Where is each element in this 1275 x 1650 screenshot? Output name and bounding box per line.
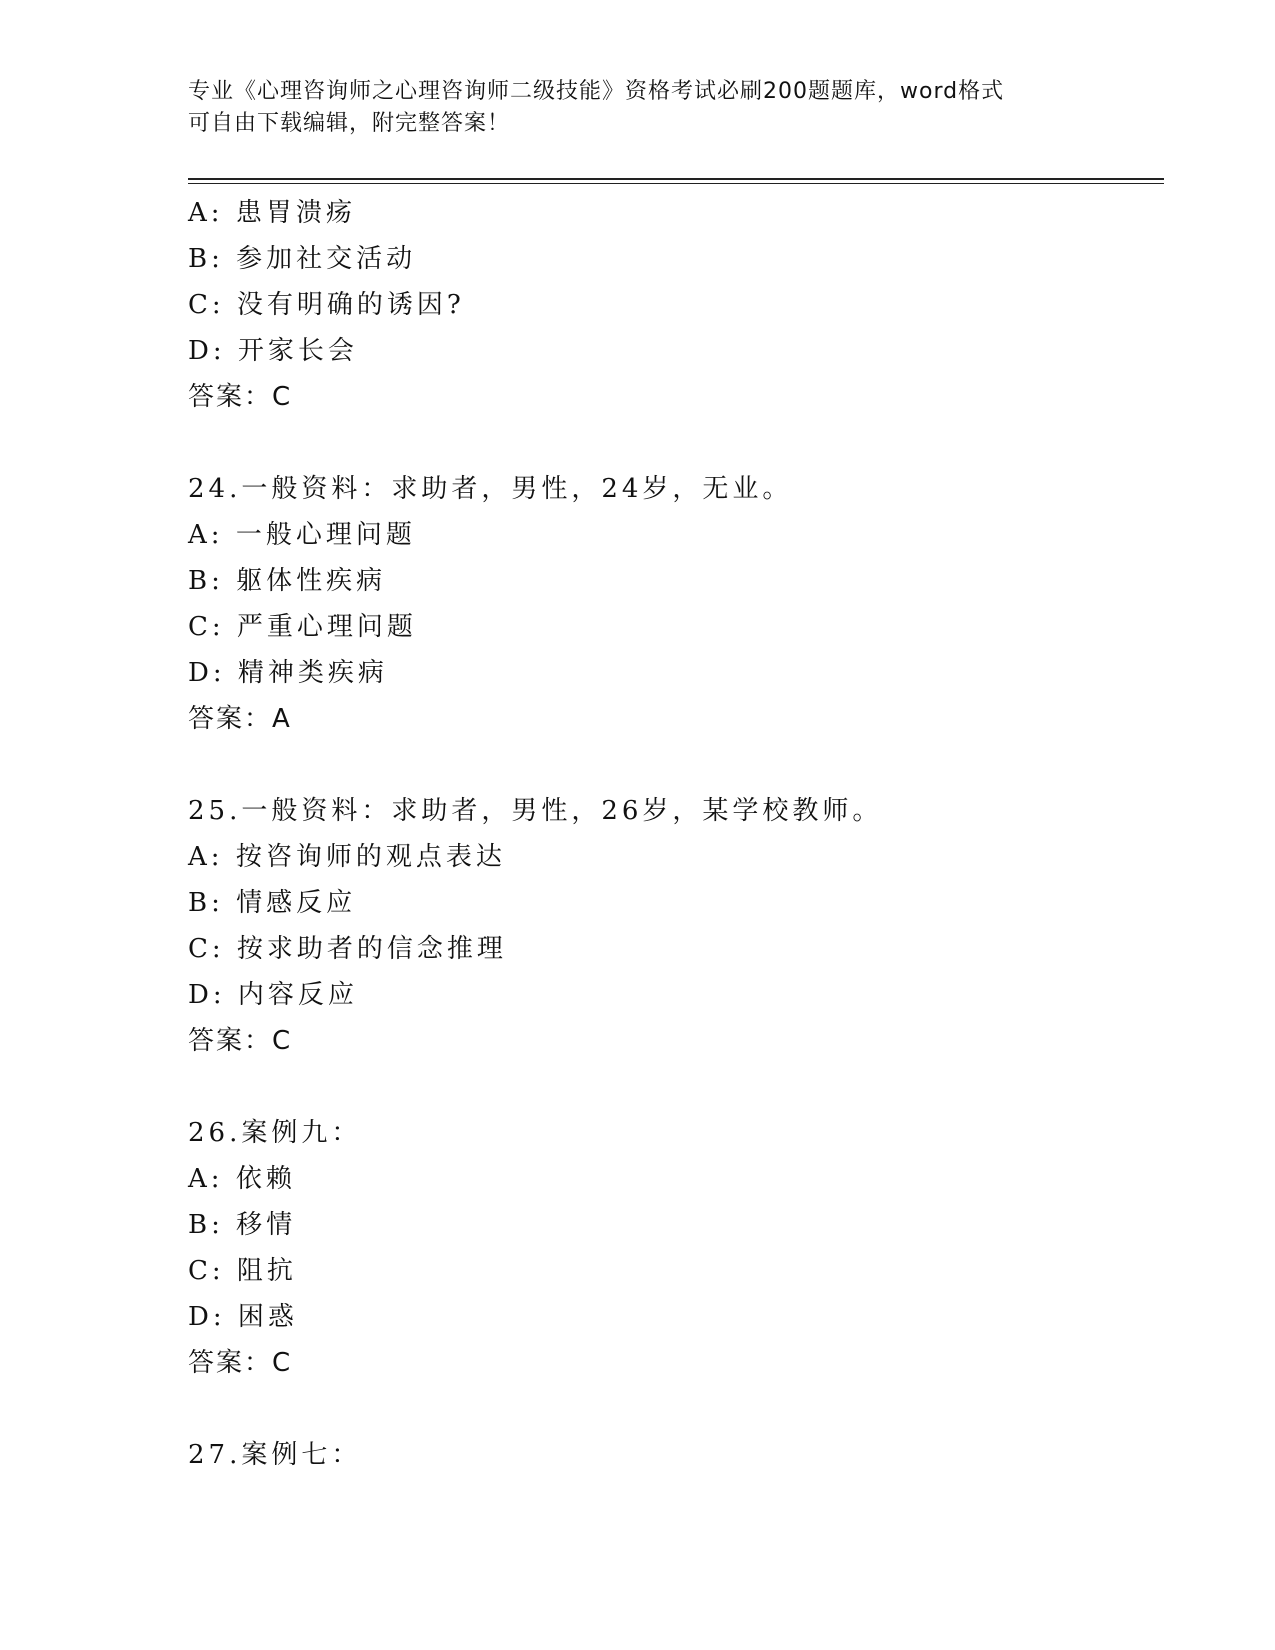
question-stem: 24.一般资料：求助者，男性，24岁，无业。 bbox=[188, 474, 793, 504]
option-a: A: 按咨询师的观点表达 bbox=[188, 842, 506, 872]
option-c: C: 阻抗 bbox=[188, 1256, 297, 1286]
option-d: D: 精神类疾病 bbox=[188, 658, 388, 688]
question-26 bbox=[188, 1110, 1148, 1386]
answer-line: 答案：A bbox=[188, 704, 292, 734]
option-c: C: 严重心理问题 bbox=[188, 612, 417, 642]
option-d: D: 内容反应 bbox=[188, 980, 358, 1010]
question-24 bbox=[188, 466, 1148, 742]
option-c: C: 按求助者的信念推理 bbox=[188, 934, 507, 964]
answer-line: 答案：C bbox=[188, 382, 293, 412]
question-stem: 25.一般资料：求助者，男性，26岁，某学校教师。 bbox=[188, 796, 883, 826]
option-b: B: 躯体性疾病 bbox=[188, 566, 387, 596]
question-27 bbox=[188, 1432, 1148, 1478]
question-list bbox=[188, 190, 1148, 1478]
option-a: A: 依赖 bbox=[188, 1164, 296, 1194]
question-stem: 27.案例七： bbox=[188, 1440, 362, 1470]
option-a: A: 一般心理问题 bbox=[188, 520, 416, 550]
header-divider-thick bbox=[188, 178, 1164, 180]
option-d: D: 困惑 bbox=[188, 1302, 298, 1332]
option-b: B: 参加社交活动 bbox=[188, 244, 417, 274]
question-23 bbox=[188, 190, 1148, 420]
option-b: B: 移情 bbox=[188, 1210, 297, 1240]
question-25 bbox=[188, 788, 1148, 1064]
option-a: A: 患胃溃疡 bbox=[188, 198, 356, 228]
header-line-1: 专业《心理咨询师之心理咨询师二级技能》资格考试必刷200题题库，word格式 bbox=[188, 79, 1005, 104]
answer-line: 答案：C bbox=[188, 1348, 293, 1378]
answer-line: 答案：C bbox=[188, 1026, 293, 1056]
header-divider-thin bbox=[188, 183, 1164, 184]
option-b: B: 情感反应 bbox=[188, 888, 357, 918]
document-header bbox=[188, 76, 1078, 140]
option-d: D: 开家长会 bbox=[188, 336, 358, 366]
question-stem: 26.案例九： bbox=[188, 1118, 362, 1148]
header-line-2: 可自由下载编辑，附完整答案！ bbox=[188, 111, 511, 136]
option-c: C: 没有明确的诱因? bbox=[188, 290, 465, 320]
